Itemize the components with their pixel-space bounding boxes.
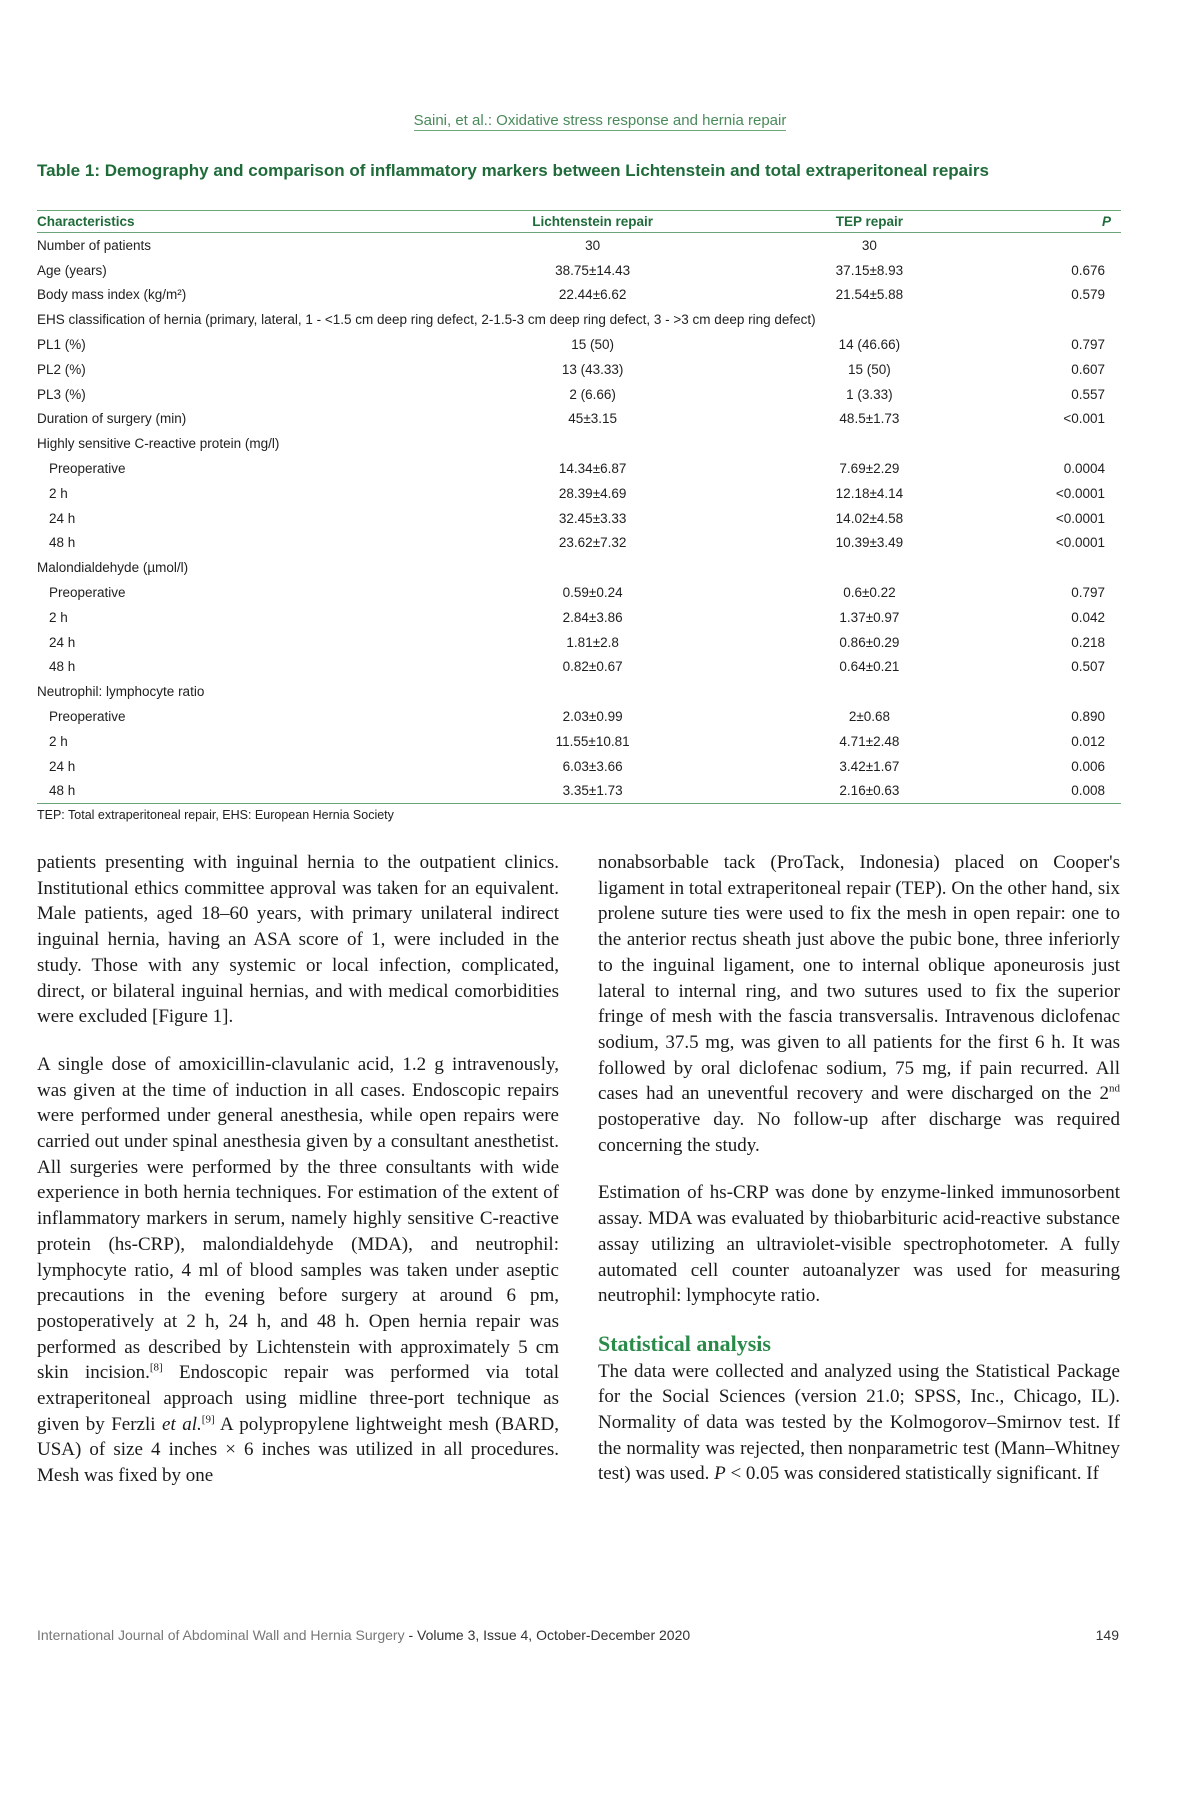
table-cell-tep: 2±0.68 [848,709,891,725]
paragraph-methods [37,1052,559,1489]
table-cell-p: <0.0001 [1055,535,1105,551]
table-cell-lichtenstein: 0.82±0.67 [562,659,623,675]
citation-9: [9] [201,1413,215,1426]
table-cell-label: 48 h [37,779,454,804]
table-cell-p: <0.0001 [1055,485,1105,501]
table-cell-tep: 21.54±5.88 [835,287,904,303]
header-p [1008,211,1121,233]
table-cell-lichtenstein: 1.81±2.8 [566,634,619,650]
table-cell-label: Preoperative [49,709,126,725]
page-number: 149 [1095,1627,1119,1643]
running-header [0,112,1200,129]
table-cell-p: 0.008 [1008,779,1121,804]
p-italic: P [714,1463,726,1485]
table-cell-label: 2 h [49,609,68,625]
table-header-row [37,211,1121,233]
table-cell-label: Highly sensitive C-reactive protein (mg/l) [37,436,280,452]
table-caption: Table 1: Demography and comparison of inflammatory markers between Lichtenstein and total extraperitoneal repairs [37,161,989,180]
section-heading-statistical-analysis: Statistical analysis [598,1330,771,1356]
table-cell-lichtenstein: 3.35±1.73 [454,779,731,804]
table-cell-tep: 4.71±2.48 [839,733,900,749]
table-cell-tep: 48.5±1.73 [839,411,900,427]
table-cell-tep: 7.69±2.29 [839,461,900,477]
table-row [37,506,1121,531]
table-row [37,481,1121,506]
table-cell-label: PL3 (%) [37,386,86,402]
table-cell-tep: 1.37±0.97 [839,609,900,625]
table-cell-lichtenstein: 2 (6.66) [569,386,616,402]
table-body [37,233,1121,804]
table-cell-p: 0.006 [1071,758,1105,774]
table-row [37,258,1121,283]
table-cell-tep: 14 (46.66) [838,337,901,353]
table-row [37,555,1121,580]
table-row [37,580,1121,605]
table-cell-label: 24 h [49,510,76,526]
table-cell-label: PL1 (%) [37,337,86,353]
table-cell-lichtenstein: 0.59±0.24 [562,585,623,601]
table-cell-lichtenstein [454,679,731,704]
table-cell-lichtenstein: 45±3.15 [568,411,617,427]
table-row [37,332,1121,357]
page-footer [37,1627,1119,1643]
table-cell-tep: 0.64±0.21 [839,659,900,675]
table-row [37,233,1121,258]
table-cell-label: Age (years) [37,262,107,278]
paragraph-fixation [598,850,1120,1158]
table-cell-tep: 2.16±0.63 [731,779,1008,804]
table-cell-p: 0.890 [1071,709,1105,725]
table-cell-label: Body mass index (kg/m²) [37,287,187,303]
table-row [37,531,1121,556]
table-cell-tep: 3.42±1.67 [839,758,900,774]
table-row [37,431,1121,456]
table-cell-p [1008,555,1121,580]
right-column [598,850,1120,1509]
table-cell-p: 0.607 [1071,361,1105,377]
table-cell-label: EHS classification of hernia (primary, lateral, 1 - <1.5 cm deep ring defect, 2-1.5-3 cm deep ring defect, 3 - >3 cm deep ring defect) [37,312,816,328]
et-al-italic: et al. [162,1413,202,1435]
table-cell-p: <0.0001 [1055,510,1105,526]
table-cell-tep [731,431,1008,456]
table-cell-p: 0.797 [1071,337,1105,353]
running-header-text: Saini, et al.: Oxidative stress response and hernia repair [413,112,787,129]
table-cell-lichtenstein: 30 [585,237,601,253]
table-footnote: TEP: Total extraperitoneal repair, EHS: European Hernia Society [37,808,394,823]
header-p-text: P [1101,214,1111,229]
paragraph-methods-text-a: A single dose of amoxicillin-clavulanic acid, 1.2 g intravenously, was given at the time of induction in all cases. Endoscopic repairs were performed under general anesthesia, while open repairs were carried out under spinal anesthesia given by a consultant anesthetist. All surgeries were performed by the three consultants with wide experience in both hernia techniques. For estimation of the extent of inflammatory markers in serum, namely highly sensitive C-reactive protein (hs-CRP), malondialdehyde (MDA), and neutrophil: lymphocyte ratio, 4 ml of blood samples was taken under aseptic precautions in the evening before surgery at around 6 pm, postoperatively at 2 h, 24 h, and 48 h. Open hernia repair was performed as described by Lichtenstein with approximately 5 cm skin incision. [37,1053,559,1384]
table-cell-p: 0.218 [1071,634,1105,650]
table-cell-label: Duration of surgery (min) [37,411,187,427]
footer-journal: International Journal of Abdominal Wall and Hernia Surgery [37,1627,405,1643]
table-cell-label: Malondialdehyde (µmol/l) [37,560,189,576]
table-cell-tep: 14.02±4.58 [835,510,904,526]
table-cell-label: 24 h [49,634,76,650]
left-column [37,850,559,1511]
header-lichtenstein: Lichtenstein repair [454,211,731,233]
table-row [37,605,1121,630]
table-cell-label: 48 h [49,659,76,675]
paragraph-methods-text-b: Endoscopic repair was performed via total extraperitoneal approach using midline three-port technique as given by Ferzli [37,1362,559,1435]
table-cell-lichtenstein: 13 (43.33) [561,361,624,377]
table-cell-p [1008,233,1121,258]
paragraph-patients: patients presenting with inguinal hernia to the outpatient clinics. Institutional ethics committee approval was taken for an equivalent. Male patients, aged 18–60 years, with primary unilateral indirect inguinal hernia, having an ASA score of 1, were included in the study. Those with any systemic or local infection, complicated, direct, or bilateral inguinal hernias, and with medical comorbidities were excluded [Figure 1]. [37,852,559,1028]
table-row [37,630,1121,655]
table-cell-p: 0.676 [1071,262,1105,278]
table-cell-p: <0.001 [1063,411,1105,427]
table-cell-label: Preoperative [49,461,126,477]
table-cell-tep: 1 (3.33) [846,386,893,402]
table-cell-p: 0.579 [1071,287,1105,303]
table-row [37,679,1121,704]
table-cell-tep: 15 (50) [848,361,891,377]
table-cell-label: Neutrophil: lymphocyte ratio [37,684,205,700]
table-cell-lichtenstein: 14.34±6.87 [558,461,627,477]
table-cell-p: 0.797 [1071,585,1105,601]
table-row [37,655,1121,680]
table-cell-tep: 37.15±8.93 [835,262,904,278]
table-cell-lichtenstein: 6.03±3.66 [562,758,623,774]
table-cell-label: 48 h [49,535,76,551]
table-cell-label: Preoperative [49,585,126,601]
table-cell-lichtenstein [454,555,731,580]
ordinal-superscript: nd [1109,1083,1120,1095]
table-row [37,704,1121,729]
table-cell-tep: 30 [861,237,877,253]
table-cell-tep: 10.39±3.49 [835,535,904,551]
table-cell-lichtenstein [454,431,731,456]
paragraph-fixation-text-b: postoperative day. No follow-up after discharge was required concerning the study. [598,1109,1120,1156]
table-row [37,307,1121,332]
table-row [37,407,1121,432]
table-cell-lichtenstein: 2.84±3.86 [562,609,623,625]
table-cell-p [1008,431,1121,456]
table-cell-label: 24 h [49,758,76,774]
paragraph-statistics-text-a: The data were collected and analyzed using the Statistical Package for the Social Sciences (version 21.0; SPSS, Inc., Chicago, IL). Normality of data was tested by the Kolmogorov–Smirnov test. If the normality was rejected, then nonparametric test (Mann–Whitney test) was used. [598,1360,1120,1485]
table-cell-tep [731,555,1008,580]
table-cell-lichtenstein: 2.03±0.99 [562,709,623,725]
table-container [37,210,1121,822]
table-cell-lichtenstein: 23.62±7.32 [558,535,627,551]
table-cell-p: 0.0004 [1063,461,1105,477]
table-cell-tep: 0.86±0.29 [839,634,900,650]
paragraph-methods-text-c: A polypropylene lightweight mesh (BARD, USA) of size 4 inches × 6 inches was utilized in all procedures. Mesh was fixed by one [37,1413,559,1487]
footer-volume: - Volume 3, Issue 4, October-December 2020 [404,1627,691,1643]
table-cell-tep: 12.18±4.14 [835,485,904,501]
citation-8: [8] [149,1362,163,1375]
table-row [37,754,1121,779]
paragraph-estimation: Estimation of hs-CRP was done by enzyme-linked immunosorbent assay. MDA was evaluated by thiobarbituric acid-reactive substance assay utilizing an ultraviolet-visible spectrophotometer. A fully automated cell counter autoanalyzer was used for measuring neutrophil: lymphocyte ratio. [598,1182,1120,1307]
paragraph-fixation-text-a: nonabsorbable tack (ProTack, Indonesia) placed on Cooper's ligament in total extraperitoneal repair (TEP). On the other hand, six prolene suture ties were used to fix the mesh in open repair: one to the anterior rectus sheath just above the pubic bone, three inferiorly to the inguinal ligament, one to internal oblique aponeurosis just lateral to internal ring, and two sutures used to fix the superior fringe of mesh with the fascia transversalis. Intravenous diclofenac sodium, 37.5 mg, was given to all patients for the first 6 h. It was followed by oral diclofenac sodium, 75 mg, if pain recurred. All cases had an uneventful recovery and were discharged on the 2 [598,852,1120,1105]
table-cell-tep [731,679,1008,704]
table-cell-label: 2 h [49,733,68,749]
header-characteristics: Characteristics [37,211,454,233]
table-row [37,283,1121,308]
header-tep: TEP repair [731,211,1008,233]
table-cell-p [1008,679,1121,704]
table-cell-lichtenstein: 32.45±3.33 [558,510,627,526]
table-row [37,729,1121,754]
table-cell-lichtenstein: 11.55±10.81 [555,733,630,749]
paragraph-statistics [598,1359,1120,1488]
table-cell-p: 0.042 [1071,609,1105,625]
table-cell-label: 2 h [49,485,68,501]
table-cell-lichtenstein: 15 (50) [571,337,615,353]
table-row [37,357,1121,382]
data-table [37,210,1121,804]
table-row [37,456,1121,481]
table-cell-lichtenstein: 28.39±4.69 [558,485,627,501]
table-row [37,779,1121,804]
table-cell-label: PL2 (%) [37,361,86,377]
paragraph-statistics-text-b: < 0.05 was considered statistically significant. If [725,1463,1099,1485]
table-cell-p: 0.012 [1071,733,1105,749]
table-cell-tep: 0.6±0.22 [843,585,896,601]
table-cell-lichtenstein: 22.44±6.62 [558,287,627,303]
table-cell-p: 0.507 [1071,659,1105,675]
table-cell-p: 0.557 [1071,386,1105,402]
table-cell-label: Number of patients [37,237,152,253]
table-cell-lichtenstein: 38.75±14.43 [555,262,631,278]
table-row [37,382,1121,407]
